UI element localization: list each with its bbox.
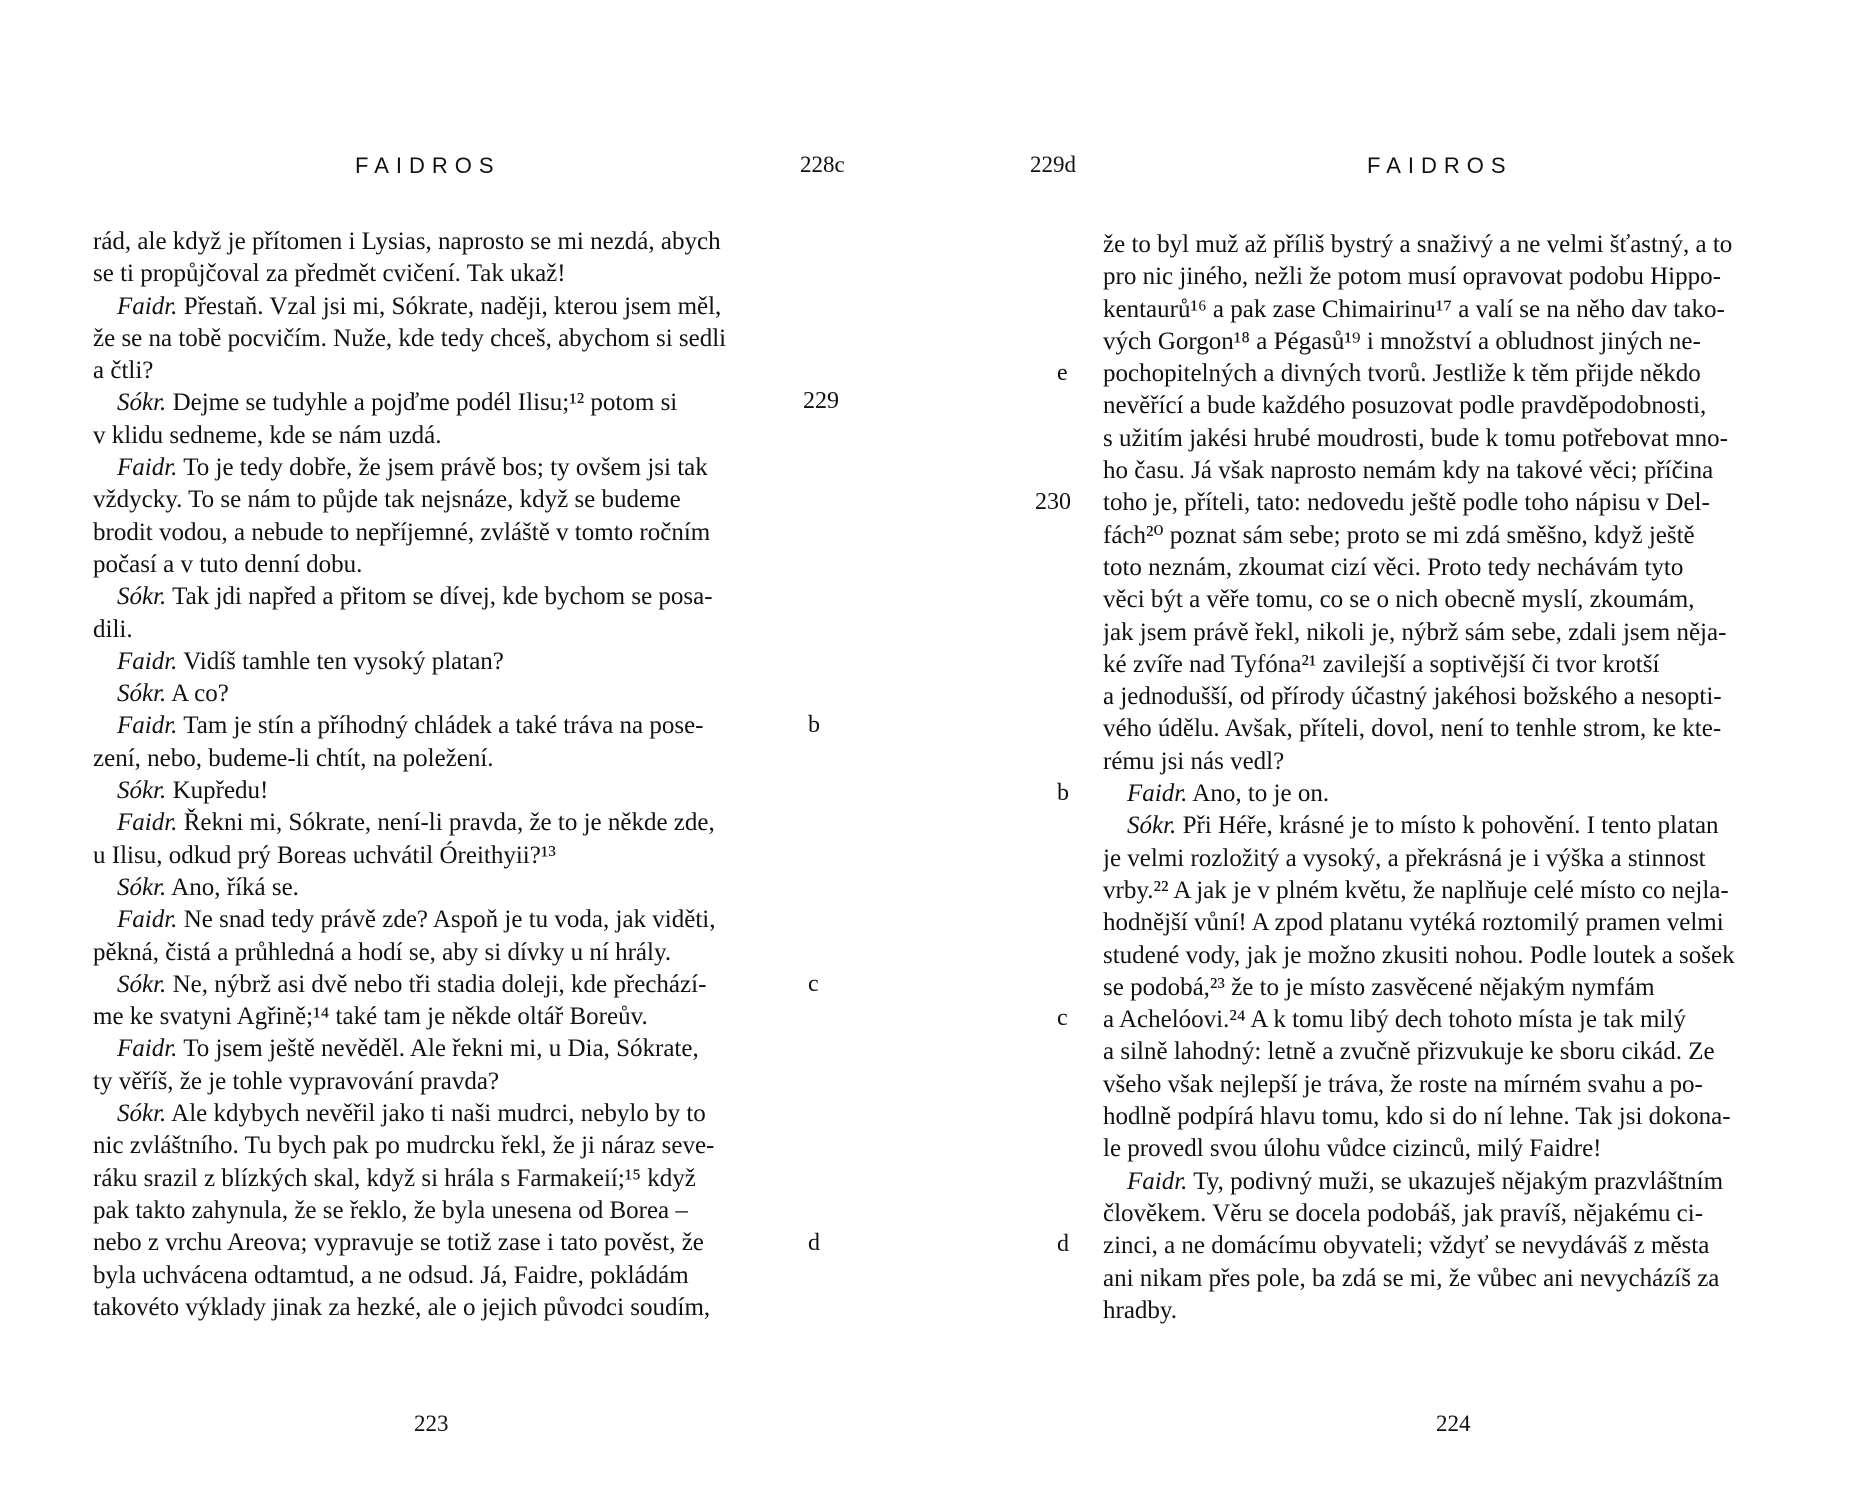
text-line: takovéto výklady jinak za hezké, ale o jejich původci soudím, (93, 1293, 711, 1321)
text-line: hodlně podpírá hlavu tomu, kdo si do ní lehne. Tak jsi dokona- (1103, 1103, 1731, 1131)
text-line: a silně lahodný: letně a zvučně přizvukuje ke sboru cikád. Ze (1103, 1038, 1715, 1066)
stephanus-reference: 228c (800, 152, 845, 177)
margin-note: b (808, 712, 820, 738)
text-line: ani nikam přes pole, ba zdá se mi, že vůbec ani nevycházíš za (1103, 1264, 1720, 1292)
text-line: rému jsi nás vedl? (1103, 747, 1285, 775)
margin-note: d (808, 1230, 820, 1256)
margin-note: 229 (803, 388, 839, 414)
speaker-label: Faidr. (117, 712, 178, 740)
page-number: 223 (414, 1411, 449, 1436)
text-line: me ke svatyni Agřině;¹⁴ také tam je někde oltář Boreův. (93, 1003, 648, 1031)
text-line: ty věříš, že je tohle vypravování pravda? (93, 1067, 500, 1095)
text-line: Sókr. Ano, říká se. (117, 873, 299, 901)
margin-note: e (1057, 360, 1068, 386)
text-line: zení, nebo, budeme-li chtít, na poležení. (93, 744, 494, 772)
text-line: nevěřící a bude každého posuzovat podle pravděpodobnosti, (1103, 392, 1707, 420)
text-line: Sókr. Ne, nýbrž asi dvě nebo tři stadia doleji, kde přechází- (117, 970, 707, 998)
running-title: FAIDROS (1367, 153, 1513, 178)
text-line: ráku srazil z blízkých skal, když si hrála s Farmakeií;¹⁵ když (93, 1164, 696, 1192)
text-line: Sókr. Ale kdybych nevěřil jako ti naši mudrci, nebylo by to (117, 1100, 706, 1128)
text-line: Faidr. Vidíš tamhle ten vysoký platan? (117, 647, 504, 675)
text-line: Faidr. To je tedy dobře, že jsem právě bos; ty ovšem jsi tak (117, 454, 708, 482)
text-line: Sókr. Dejme se tudyhle a pojďme podél Ilisu;¹² potom si (117, 389, 678, 417)
speaker-label: Sókr. (117, 970, 167, 998)
speaker-label: Faidr. (1127, 780, 1188, 808)
body-text (1103, 229, 1783, 1327)
text-line: Sókr. Tak jdi napřed a přitom se dívej, kde bychom se posa- (117, 583, 713, 611)
text-line: vého údělu. Avšak, příteli, dovol, není to tenhle strom, ke kte- (1103, 715, 1722, 743)
text-line: ké zvíře nad Tyfóna²¹ zavilejší a soptivější či tvor krotší (1103, 650, 1660, 678)
text-line: brodit vodou, a nebude to nepříjemné, zvláště v tomto ročním (93, 518, 711, 546)
text-line: hradby. (1103, 1296, 1178, 1324)
text-line: věci být a věře tomu, co se o nich obecně myslí, zkoumám, (1103, 586, 1695, 614)
speaker-label: Faidr. (117, 1035, 178, 1063)
text-line: toho je, příteli, tato: nedovedu ještě podle toho nápisu v Del- (1103, 489, 1710, 517)
text-line: pak takto zahynula, že se řeklo, že byla unesena od Borea – (93, 1196, 688, 1224)
text-line: v klidu sedneme, kde se nám uzdá. (93, 421, 442, 449)
margin-note: d (1057, 1231, 1069, 1257)
text-line: Faidr. Přestaň. Vzal jsi mi, Sókrate, naději, kterou jsem měl, (117, 292, 722, 320)
text-line: u Ilisu, odkud prý Boreas uchvátil Óreithyii?¹³ (93, 841, 556, 869)
text-line: studené vody, jak je možno zkusiti nohou. Podle loutek a sošek (1103, 941, 1735, 969)
margin-note: c (808, 971, 819, 997)
text-line: se ti propůjčoval za předmět cvičení. Tak ukaž! (93, 260, 566, 288)
text-line: pro nic jiného, nežli že potom musí opravovat podobu Hippo- (1103, 263, 1721, 291)
speaker-label: Sókr. (117, 1100, 167, 1128)
text-line: počasí a v tuto denní dobu. (93, 550, 363, 578)
text-line: Faidr. Řekni mi, Sókrate, není-li pravda, že to je někde zde, (117, 809, 715, 837)
text-line: le provedl svou úlohu vůdce cizinců, milý Faidre! (1103, 1135, 1602, 1163)
page-number: 224 (1436, 1411, 1471, 1436)
speaker-label: Sókr. (1127, 812, 1177, 840)
text-line: jak jsem právě řekl, nikoli je, nýbrž sám sebe, zdali jsem něja- (1103, 618, 1727, 646)
margin-note: 230 (1035, 489, 1071, 515)
text-line: vždycky. To se nám to půjde tak nejsnáze, když se budeme (93, 486, 681, 514)
text-line: Sókr. A co? (117, 680, 229, 708)
speaker-label: Sókr. (117, 583, 167, 611)
speaker-label: Faidr. (1127, 1167, 1188, 1195)
speaker-label: Faidr. (117, 647, 178, 675)
text-line: a čtli? (93, 357, 154, 385)
text-line: Sókr. Při Héře, krásné je to místo k pohovění. I tento platan (1127, 812, 1719, 840)
speaker-label: Sókr. (117, 389, 167, 417)
text-line: člověkem. Věru se docela podobáš, jak pravíš, nějakému ci- (1103, 1199, 1704, 1227)
text-line: toto neznám, zkoumat cizí věci. Proto tedy nechávám tyto (1103, 553, 1684, 581)
text-line: vých Gorgon¹⁸ a Pégasů¹⁹ i množství a obludnost jiných ne- (1103, 327, 1701, 355)
speaker-label: Sókr. (117, 873, 167, 901)
text-line: a jednodušší, od přírody účastný jakéhosi božského a nesopti- (1103, 683, 1722, 711)
speaker-label: Faidr. (117, 906, 178, 934)
text-line: Faidr. Tam je stín a příhodný chládek a také tráva na pose- (117, 712, 704, 740)
text-line: zinci, a ne domácímu obyvateli; vždyť se nevydáváš z města (1103, 1232, 1710, 1260)
speaker-label: Faidr. (117, 292, 178, 320)
text-line: že to byl muž až příliš bystrý a snaživý a ne velmi šťastný, a to (1103, 231, 1733, 258)
text-line: s užitím jakési hrubé moudrosti, bude k tomu potřebovat mno- (1103, 424, 1728, 452)
right-page (931, 0, 1862, 1501)
text-line: je velmi rozložitý a vysoký, a překrásná je i výška a stinnost (1103, 844, 1706, 872)
speaker-label: Faidr. (117, 809, 178, 837)
text-line: Faidr. Ne snad tedy právě zde? Aspoň je tu voda, jak viděti, (117, 906, 716, 934)
speaker-label: Sókr. (117, 680, 167, 708)
speaker-label: Faidr. (117, 454, 178, 482)
text-line: byla uchvácena odtamtud, a ne odsud. Já, Faidre, pokládám (93, 1261, 689, 1289)
text-line: ho času. Já však naprosto nemám kdy na takové věci; příčina (1103, 457, 1714, 485)
text-line: kentaurů¹⁶ a pak zase Chimairinu¹⁷ a valí se na něho dav tako- (1103, 295, 1725, 323)
margin-note: b (1057, 780, 1069, 806)
text-line: a Achelóovi.²⁴ A k tomu libý dech tohoto místa je tak milý (1103, 1006, 1686, 1034)
text-line: nebo z vrchu Areova; vypravuje se totiž zase i tato pověst, že (93, 1229, 704, 1257)
running-title: FAIDROS (355, 153, 501, 178)
text-line: Faidr. To jsem ještě nevěděl. Ale řekni mi, u Dia, Sókrate, (117, 1035, 699, 1063)
text-line: dili. (93, 615, 133, 643)
text-line: pěkná, čistá a průhledná a hodí se, aby si dívky u ní hrály. (93, 938, 672, 966)
text-line: Faidr. Ty, podivný muži, se ukazuješ nějakým prazvláštním (1127, 1167, 1724, 1195)
text-line: všeho však nejlepší je tráva, že roste na mírném svahu a po- (1103, 1070, 1703, 1098)
margin-note: c (1057, 1005, 1068, 1031)
text-line: rád, ale když je přítomen i Lysias, naprosto se mi nezdá, abych (93, 228, 721, 255)
text-line: Sókr. Kupředu! (117, 777, 269, 805)
text-line: nic zvláštního. Tu bych pak po mudrcku řekl, že ji náraz seve- (93, 1132, 715, 1160)
text-line: Faidr. Ano, to je on. (1127, 780, 1330, 808)
stephanus-reference: 229d (1030, 152, 1076, 177)
text-line: že se na tobě pocvičím. Nuže, kde tedy chceš, abychom si sedli (93, 324, 727, 352)
text-line: pochopitelných a divných tvorů. Jestliže k těm přijde někdo (1103, 360, 1701, 388)
speaker-label: Sókr. (117, 777, 167, 805)
body-text (93, 226, 773, 1324)
text-line: vrby.²² A jak je v plném květu, že naplňuje celé místo co nejla- (1103, 876, 1729, 904)
text-line: se podobá,²³ že to je místo zasvěcené nějakým nymfám (1103, 973, 1655, 1001)
text-line: fách²⁰ poznat sám sebe; proto se mi zdá směšno, když ještě (1103, 521, 1695, 549)
text-line: hodnější vůní! A zpod platanu vytéká roztomilý pramen velmi (1103, 909, 1724, 937)
